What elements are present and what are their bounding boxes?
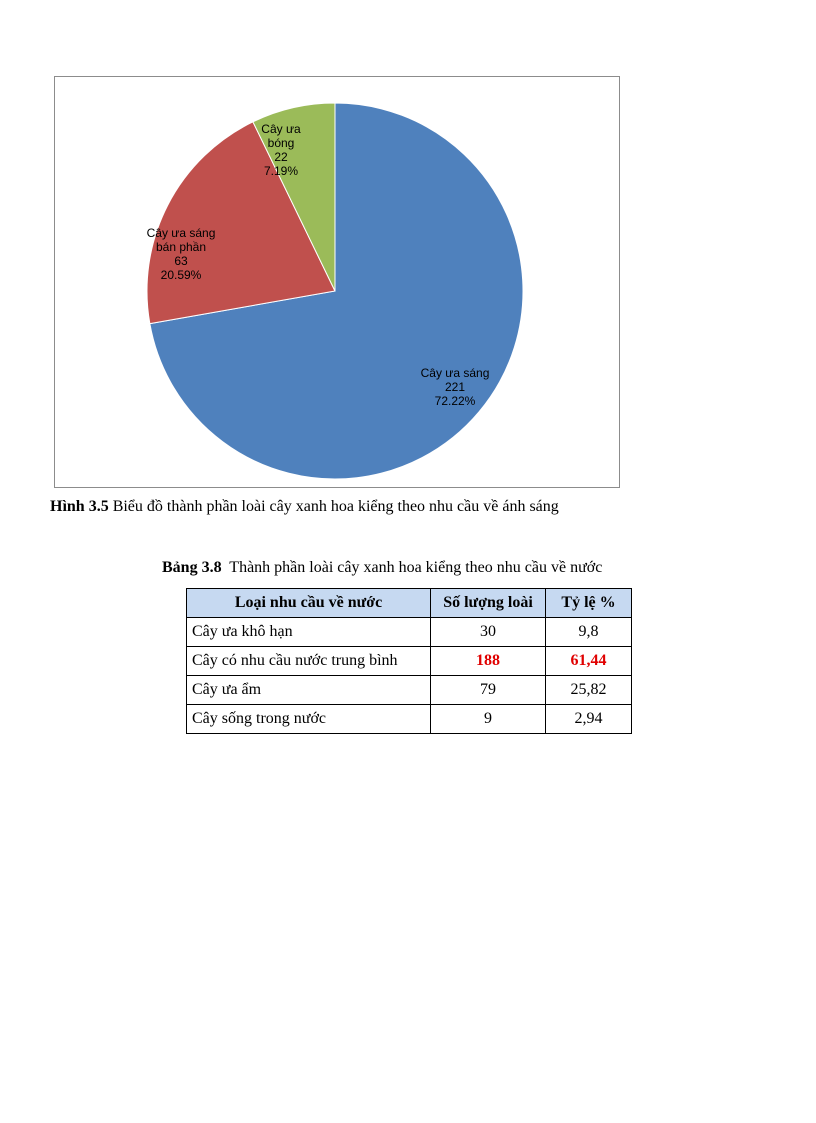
slice-label-line: bán phần xyxy=(155,240,207,254)
slice-label-line: 72.22% xyxy=(434,394,476,408)
header-ratio: Tỷ lệ % xyxy=(546,589,632,618)
cell-type: Cây ưa khô hạn xyxy=(187,618,431,647)
table-caption-text: Thành phần loài cây xanh hoa kiểng theo nhu cầu về nước xyxy=(221,559,603,576)
slice-label-line: 63 xyxy=(174,254,188,268)
table-row xyxy=(187,647,632,676)
table-row xyxy=(187,676,632,705)
cell-ratio: 2,94 xyxy=(546,705,632,734)
slice-label-line: Cây ưa sáng xyxy=(146,226,216,240)
cell-type: Cây sống trong nước xyxy=(187,705,431,734)
cell-ratio: 61,44 xyxy=(546,647,632,676)
table-caption xyxy=(162,559,602,577)
slice-label-line: 20.59% xyxy=(160,268,202,282)
figure-number: Hình 3.5 xyxy=(50,498,109,515)
table-header-row xyxy=(187,589,632,618)
cell-type: Cây có nhu cầu nước trung bình xyxy=(187,647,431,676)
slice-label-line: Cây ưa sáng xyxy=(420,366,490,380)
cell-type: Cây ưa ẩm xyxy=(187,676,431,705)
header-type: Loại nhu cầu về nước xyxy=(187,589,431,618)
figure-caption xyxy=(50,498,559,516)
cell-count: 9 xyxy=(431,705,546,734)
slice-label-line: 221 xyxy=(444,380,466,394)
pie-chart-canvas xyxy=(55,77,621,489)
cell-count: 188 xyxy=(431,647,546,676)
figure-caption-text: Biểu đồ thành phần loài cây xanh hoa kiểng theo nhu cầu về ánh sáng xyxy=(108,498,559,515)
table-row xyxy=(187,618,632,647)
cell-ratio: 25,82 xyxy=(546,676,632,705)
slice-label-line: Cây ưa xyxy=(261,122,301,136)
table-number: Bảng 3.8 xyxy=(162,559,222,576)
water-demand-table xyxy=(186,588,632,734)
slice-label-line: bóng xyxy=(267,136,295,150)
pie-chart xyxy=(54,76,620,488)
table-row xyxy=(187,705,632,734)
slice-label-line: 22 xyxy=(274,150,288,164)
cell-count: 30 xyxy=(431,618,546,647)
cell-count: 79 xyxy=(431,676,546,705)
cell-ratio: 9,8 xyxy=(546,618,632,647)
header-count: Số lượng loài xyxy=(431,589,546,618)
slice-label-line: 7.19% xyxy=(263,164,299,178)
